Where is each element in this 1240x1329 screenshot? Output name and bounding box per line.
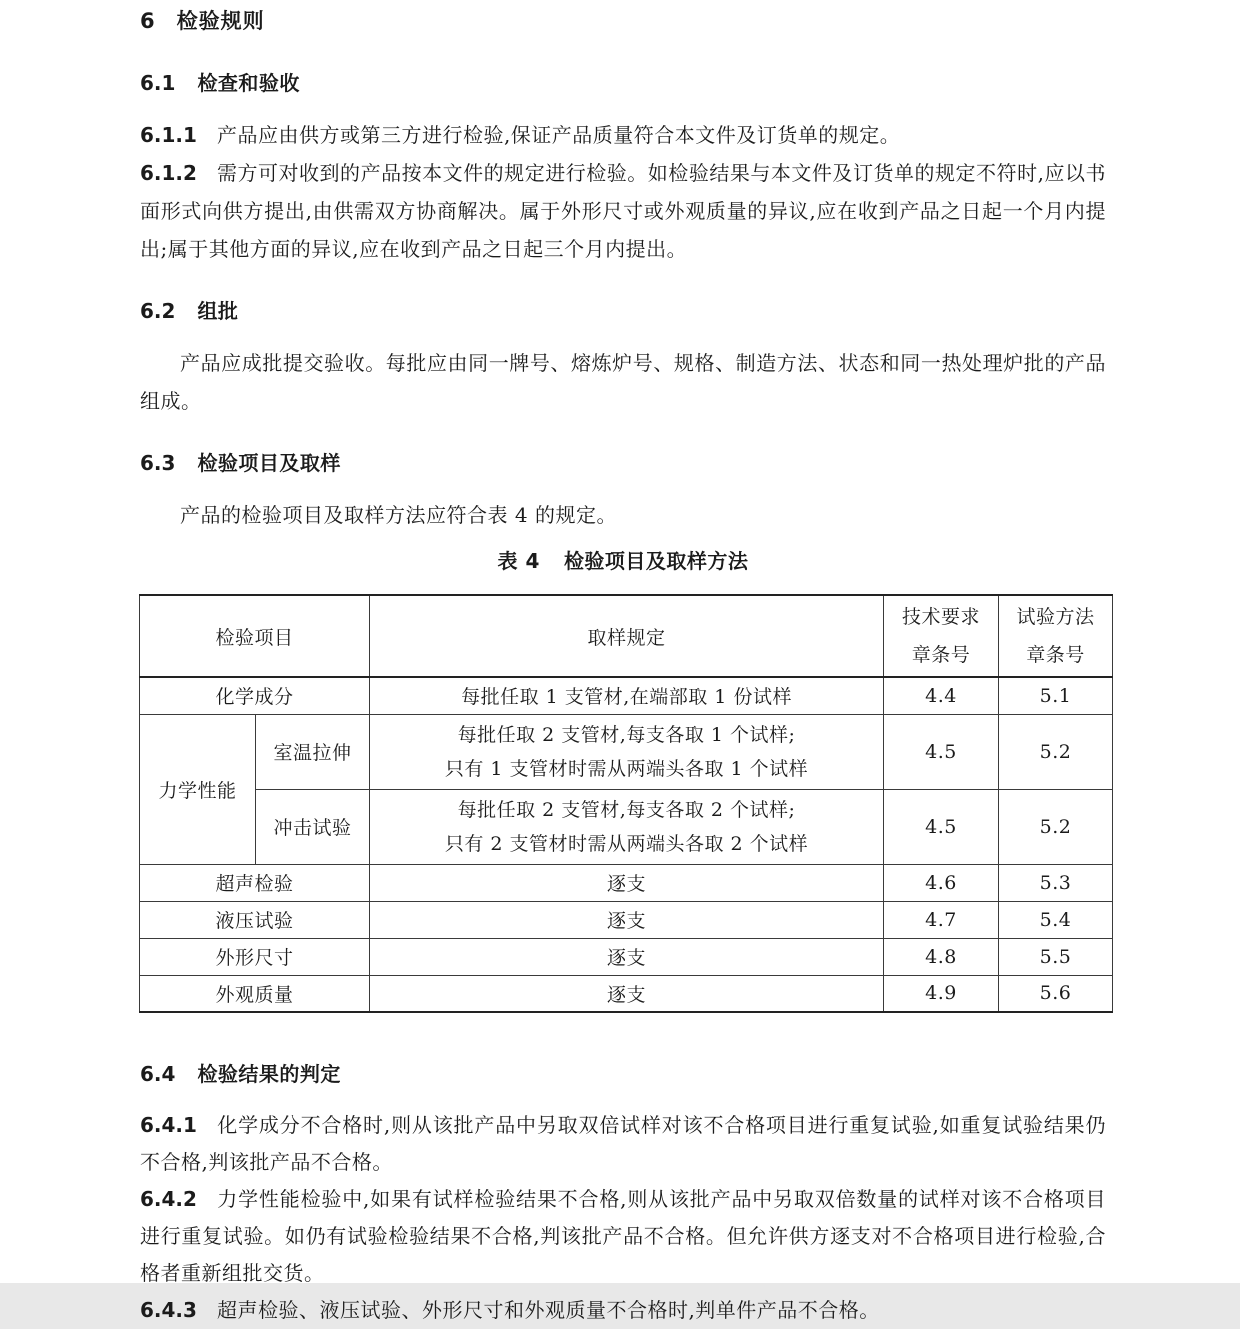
- cell-tech: 4.4: [884, 677, 999, 714]
- clause-text: 产品应成批提交验收。每批应由同一牌号、熔炼炉号、规格、制造方法、状态和同一热处理炉批的产品组成。: [140, 351, 1106, 413]
- header-tech-line1: 技术要求: [902, 606, 981, 628]
- header-cell-item: 检验项目: [140, 595, 370, 677]
- inspection-items-table: [139, 594, 1113, 1013]
- section-heading-6-3: [140, 450, 1106, 476]
- cell-method: 5.1: [999, 677, 1113, 714]
- sampling-line2: 只有 2 支管材时需从两端头各取 2 个试样: [444, 832, 809, 855]
- clause-number: 6.1.1: [140, 123, 197, 147]
- section-number: 6.4: [140, 1062, 176, 1086]
- cell-sampling: [370, 714, 884, 789]
- header-method-line2: 章条号: [1026, 644, 1085, 666]
- cell-tech: 4.7: [884, 901, 999, 938]
- section-heading-6-2: [140, 298, 1106, 324]
- section-number: 6.1: [140, 71, 176, 95]
- section-title: 组批: [197, 299, 239, 323]
- clause-6-1-2: [140, 154, 1106, 268]
- section-title: 检查和验收: [197, 71, 300, 95]
- section-heading-6-1: [140, 70, 1106, 96]
- cell-item: 超声检验: [140, 864, 370, 901]
- clause-6-4-3: [140, 1292, 1106, 1329]
- clause-number: 6.4.2: [140, 1187, 197, 1211]
- clause-number: 6.1.2: [140, 161, 197, 185]
- table-caption-label: 表 4: [497, 549, 540, 573]
- table-row-ultrasonic: [140, 864, 1113, 901]
- cell-item: 室温拉伸: [256, 714, 370, 789]
- cell-tech: 4.6: [884, 864, 999, 901]
- clause-number: 6.4.3: [140, 1298, 197, 1322]
- clause-number: 6.4.1: [140, 1113, 197, 1137]
- header-cell-tech: [884, 595, 999, 677]
- cell-method: 5.5: [999, 938, 1113, 975]
- header-cell-method: [999, 595, 1113, 677]
- cell-item: 冲击试验: [256, 789, 370, 864]
- cell-tech: 4.9: [884, 975, 999, 1012]
- table-caption-title: 检验项目及取样方法: [563, 549, 749, 573]
- cell-sampling: 逐支: [370, 864, 884, 901]
- cell-group-mechanical: 力学性能: [140, 714, 256, 864]
- clause-text: 超声检验、液压试验、外形尺寸和外观质量不合格时,判单件产品不合格。: [216, 1298, 880, 1322]
- section-heading-6-4: [140, 1061, 1106, 1087]
- header-tech-line2: 章条号: [911, 644, 971, 666]
- cell-sampling: 逐支: [370, 975, 884, 1012]
- cell-item: 化学成分: [140, 677, 370, 714]
- section-title: 检验规则: [176, 9, 265, 33]
- clause-text: 力学性能检验中,如果有试样检验结果不合格,则从该批产品中另取双倍数量的试样对该不合格项目进行重复试验。如仍有试验检验结果不合格,判该批产品不合格。但允许供方逐支对不合格项目进行检验,合格者重新组批交货。: [140, 1187, 1106, 1285]
- cell-method: 5.2: [999, 714, 1113, 789]
- header-method-line1: 试验方法: [1016, 606, 1095, 628]
- table-row-dimensions: [140, 938, 1113, 975]
- cell-sampling: [370, 789, 884, 864]
- cell-method: 5.3: [999, 864, 1113, 901]
- section-number: 6.3: [140, 451, 176, 475]
- section-number: 6.2: [140, 299, 176, 323]
- clause-6-1-1: [140, 116, 1106, 154]
- table-row-appearance: [140, 975, 1113, 1012]
- clause-text: 需方可对收到的产品按本文件的规定进行检验。如检验结果与本文件及订货单的规定不符时,应以书面形式向供方提出,由供需双方协商解决。属于外形尺寸或外观质量的异议,应在收到产品之日起一个月内提出;属于其他方面的异议,应在收到产品之日起三个月内提出。: [140, 161, 1106, 261]
- sampling-line1: 每批任取 2 支管材,每支各取 2 个试样;: [457, 798, 796, 821]
- table-row-chemical: [140, 677, 1113, 714]
- header-cell-sampling: 取样规定: [370, 595, 884, 677]
- cell-sampling: 逐支: [370, 938, 884, 975]
- section-heading-6: [140, 8, 1106, 34]
- cell-tech: 4.5: [884, 789, 999, 864]
- clause-text: 产品应由供方或第三方进行检验,保证产品质量符合本文件及订货单的规定。: [216, 123, 901, 147]
- cell-tech: 4.8: [884, 938, 999, 975]
- section-title: 检验项目及取样: [197, 451, 341, 475]
- cell-method: 5.2: [999, 789, 1113, 864]
- sampling-line2: 只有 1 支管材时需从两端头各取 1 个试样: [444, 757, 809, 780]
- cell-method: 5.6: [999, 975, 1113, 1012]
- cell-sampling: 逐支: [370, 901, 884, 938]
- cell-tech: 4.5: [884, 714, 999, 789]
- clause-text: 产品的检验项目及取样方法应符合表 4 的规定。: [180, 503, 617, 527]
- clause-text: 化学成分不合格时,则从该批产品中另取双倍试样对该不合格项目进行重复试验,如重复试验结果仍不合格,判该批产品不合格。: [140, 1113, 1106, 1174]
- clause-6-4-2: [140, 1181, 1106, 1292]
- cell-sampling: 每批任取 1 支管材,在端部取 1 份试样: [370, 677, 884, 714]
- clause-6-3-body: [140, 496, 1106, 534]
- cell-item: 外观质量: [140, 975, 370, 1012]
- sampling-line1: 每批任取 2 支管材,每支各取 1 个试样;: [457, 723, 796, 746]
- cell-item: 外形尺寸: [140, 938, 370, 975]
- cell-method: 5.4: [999, 901, 1113, 938]
- table-row-impact: [140, 789, 1113, 864]
- cell-item: 液压试验: [140, 901, 370, 938]
- table-caption: [140, 548, 1106, 574]
- clause-6-4-1: [140, 1107, 1106, 1181]
- clause-6-2-body: [140, 344, 1106, 420]
- table-row-hydraulic: [140, 901, 1113, 938]
- table-header-row: [140, 595, 1113, 677]
- section-title: 检验结果的判定: [197, 1062, 341, 1086]
- section-number: 6: [140, 9, 155, 33]
- table-row-tensile: [140, 714, 1113, 789]
